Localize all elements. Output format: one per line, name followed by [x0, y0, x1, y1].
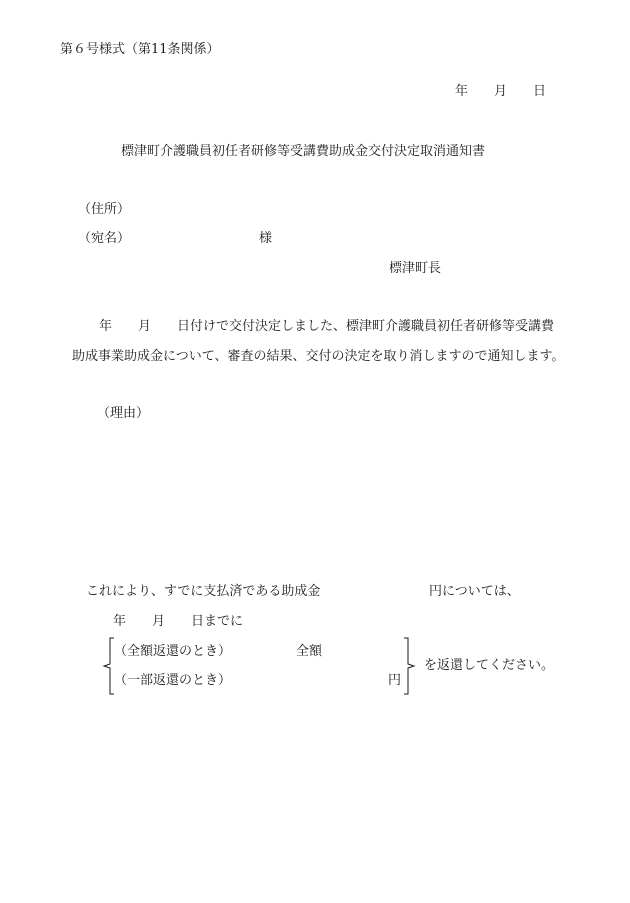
addressee-label: （宛名）	[78, 231, 131, 246]
refund-intro-suffix: 円については、	[429, 584, 520, 599]
honorific: 様	[259, 231, 273, 246]
issuer: 標津町長	[389, 261, 442, 276]
form-number: 第６号様式（第11条関係）	[60, 42, 220, 57]
date-line: 年 月 日	[455, 84, 547, 99]
right-brace	[402, 637, 416, 695]
full-refund-value: 全額	[296, 644, 323, 659]
body-line-2: 助成事業助成金について、審査の結果、交付の決定を取り消しますので通知します。	[72, 349, 565, 364]
refund-intro: これにより、すでに支払済である助成金	[86, 584, 321, 599]
full-refund-label: （全額返還のとき）	[114, 644, 232, 659]
reason-label: （理由）	[97, 406, 150, 421]
partial-refund-unit: 円	[388, 673, 402, 688]
partial-refund-label: （一部返還のとき）	[114, 673, 232, 688]
refund-request: を返還してください。	[424, 658, 555, 673]
address-label: （住所）	[78, 202, 131, 217]
body-line-1: 年 月 日付けで交付決定しました、標津町介護職員初任者研修等受講費	[99, 319, 555, 334]
deadline-line: 年 月 日までに	[113, 614, 244, 629]
document-title: 標津町介護職員初任者研修等受講費助成金交付決定取消通知書	[121, 144, 486, 159]
